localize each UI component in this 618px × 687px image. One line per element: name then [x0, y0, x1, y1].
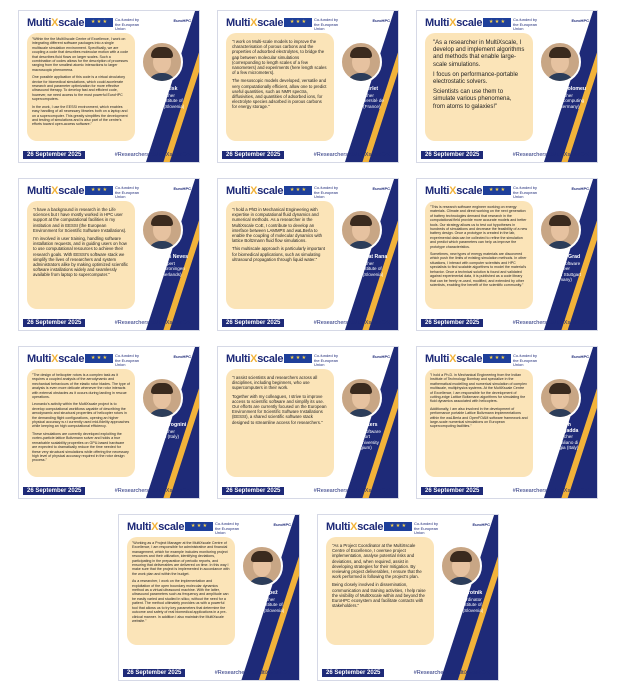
card-footer — [417, 316, 597, 330]
researcher-card — [18, 346, 200, 499]
quote-bubble — [127, 537, 235, 645]
researcher-name: Lara Peeters — [346, 422, 378, 428]
multixscale-logo: MultiXscale — [326, 521, 384, 533]
hashtag: #ResearchersAtMultiXscaleCoE — [114, 320, 193, 326]
date-badge: 26 September 2025 — [23, 151, 85, 159]
eu-cofunded-label: Co-funded by the European Union — [513, 185, 538, 199]
multixscale-logo: MultiXscale — [127, 521, 185, 533]
quote-bubble — [326, 537, 434, 645]
hashtag: #ResearchersAtMultiXscaleCoE — [313, 488, 392, 494]
quote-paragraph: Leonardo's activity within the MultiXscale project is to develop computational workflows capable of describing the aerodynamic and structural properties of helicopter rotors in the demanding flight configurations, opening an higher physical accuracy w.r.t currently used mid-fidelity approaches while keeping an high computational efficiency. — [32, 402, 130, 429]
hashtag: #ResearchersAtMultiXscaleCoE — [114, 152, 193, 158]
date-badge: 26 September 2025 — [421, 319, 483, 327]
researcher-photo — [241, 545, 283, 587]
card-footer — [417, 484, 597, 498]
quote-paragraph: Scientists can use them to simulate various phenomena, from atoms to galaxies!" — [433, 89, 512, 110]
date-badge: 26 September 2025 — [23, 319, 85, 327]
researcher-photo — [340, 209, 382, 251]
eurohpc-logo: EuroHPC — [372, 186, 390, 191]
eu-cofunded-label: Co-funded by the European Union — [314, 17, 339, 31]
quote-paragraph: "I hold a PhD in Mechanical Engineering with expertise in computational fluid dynamics and numerical methods. As a researcher in the MultiXscale CoE, I contribute to develop an interface between LAMMPS and waLBerla to enable the coupling of molecular dynamics with lattice Boltzmann fluid flow simulations. — [232, 207, 323, 244]
researcher-info — [336, 255, 388, 277]
researcher-name: Matteo Zanfrognini — [139, 422, 187, 428]
researcher-info — [535, 87, 587, 109]
researcher-organization: Jülich Supercomputing Centre (Germany) — [537, 98, 585, 109]
card-footer — [19, 148, 199, 162]
researcher-info — [237, 591, 289, 613]
quote-paragraph: Together with my colleagues, I strive to improve access to scientific software and simplify its use. Our efforts are currently focused on the European Environment for Scientific Software Installations (EESSI), a shared scientific software stack designed to streamline access for researchers." — [232, 393, 327, 425]
eu-cofunded-label: Co-funded by the European Union — [314, 353, 339, 367]
date-badge: 26 September 2025 — [23, 487, 85, 495]
eu-flag-icon: ★ ★ ★ — [483, 354, 511, 363]
researcher-info — [137, 423, 189, 440]
date-badge: 26 September 2025 — [222, 151, 284, 159]
card-footer — [119, 666, 299, 680]
researcher-role: HPC expert — [151, 260, 175, 266]
card-header — [226, 351, 390, 369]
eu-cofunded-label: Co-funded by the European Union — [115, 17, 140, 31]
quote-bubble — [425, 369, 533, 477]
quote-paragraph: Sometimes, new types of energy materials are discovered which push the limits of existing simulation methods. In other situations, I interact with computer scientists and HPC specialists to find scalable algorithms to model the material's behavior. Once a technical solution is found and validated against experimental data, it is published as a code library that can be freely re-used, modified, and extended by other scientists, enabling the benefit of the scientific community." — [430, 252, 527, 287]
researcher-name: Tilen Potisk — [148, 86, 178, 92]
card-footer — [318, 666, 498, 680]
eu-flag-icon: ★ ★ ★ — [483, 186, 511, 195]
eu-flag-icon: ★ ★ ★ — [185, 522, 213, 531]
card-footer — [417, 148, 597, 162]
card-header — [27, 183, 191, 201]
eu-flag-icon: ★ ★ ★ — [284, 18, 312, 27]
eurohpc-logo: EuroHPC — [472, 522, 490, 527]
researcher-role: Scientific Software Support — [343, 428, 381, 439]
card-header — [27, 351, 191, 369]
hashtag: #ResearchersAtMultiXscaleCoE — [512, 152, 591, 158]
hashtag: #ResearchersAtMultiXscaleCoE — [313, 320, 392, 326]
researcher-card — [317, 514, 499, 681]
quote-paragraph: One possible application of this code is a virtual circulatory device for biomedical simulations, which could accelerate research and parameter optimization for more effective ultrasound therapy. To develop fast and efficient code, however, we need access to the most powerful EuroHPC supercomputers. — [32, 75, 126, 102]
eu-cofunded-label: Co-funded by the European Union — [314, 185, 339, 199]
researcher-photo — [539, 41, 581, 83]
card-header — [27, 15, 191, 33]
eu-cofunded-label: Co-funded by the European Union — [414, 521, 439, 535]
hashtag: #ResearchersAtMultiXscaleCoE — [512, 320, 591, 326]
researcher-name: Anirudh Jonnalagadda — [543, 422, 579, 434]
researcher-photo — [539, 377, 581, 419]
quote-paragraph: The mesoscopic models developed, versatile and very computationally efficient, allow one to predict useful quantities, such as NMR spectra, diffusivities, and quantities of adsorbed ions, for electrolyte species adsorbed in porous carbons for energy storage." — [232, 78, 327, 110]
card-footer — [19, 316, 199, 330]
researcher-organization: National Institute of Chemistry (Slovenia) — [340, 266, 384, 277]
quote-paragraph: "I hold a Ph.D. in Mechanical Engineering from the Indian Institute of Technology Bombay and specialize in the mathematical modelling and numerical simulation of complex multiscale, multiphysics systems. At the MultiXscale Centre of Excellence, I am responsible for the development of cutting-edge Lattice Boltzmann algorithms for simulating the fluid dynamics associated with helicopters. — [430, 373, 527, 404]
researcher-card — [217, 346, 399, 499]
eurohpc-logo: EuroHPC — [571, 354, 589, 359]
researcher-organization: CIT - U. of Groningen (The Netherlands) — [141, 266, 185, 277]
researcher-role: Researcher — [251, 596, 275, 602]
researcher-card — [217, 10, 399, 163]
researcher-role: Research software engineer — [541, 260, 581, 271]
researcher-organization: Ghent University (Belgium) — [345, 439, 379, 450]
researcher-name: Céline Merlet — [345, 86, 379, 92]
eu-flag-icon: ★ ★ ★ — [284, 186, 312, 195]
quote-paragraph: In the work, I use the EESSI environment, which enables easy handling of all necessary libraries both on a laptop and on a supercomputer. This greatly simplifies the development and testing of simulations and is also part of the centre's efforts toward open-access software." — [32, 104, 128, 127]
researcher-card — [118, 514, 300, 681]
quote-bubble — [425, 33, 533, 141]
eu-cofunded-label: Co-funded by the European Union — [513, 353, 538, 367]
card-header — [226, 183, 390, 201]
eurohpc-logo: EuroHPC — [571, 186, 589, 191]
eu-cofunded-label: Co-funded by the European Union — [115, 353, 140, 367]
researcher-photo — [539, 209, 581, 251]
researcher-info — [535, 255, 587, 283]
quote-bubble — [27, 369, 135, 477]
eu-flag-icon: ★ ★ ★ — [483, 18, 511, 27]
card-header — [425, 183, 589, 201]
multixscale-logo: MultiXscale — [27, 185, 85, 197]
eurohpc-logo: EuroHPC — [173, 186, 191, 191]
quote-paragraph: Additionally, I am also involved in the development of performance portable Lattice Boltzmann implementations within the waLBerla and OpenFOAM software framework and large-scale numerical simulations on European supercomputing facilities." — [430, 406, 528, 429]
researcher-name: Pedro Santos Neves — [137, 254, 189, 260]
researcher-organization: Leonardo (Italy) — [146, 434, 180, 439]
researcher-role: Project Coordinator — [442, 596, 482, 602]
quote-bubble — [226, 33, 334, 141]
researcher-organization: National Institute of Chemistry (Slovenia) — [141, 98, 185, 109]
researcher-card — [18, 178, 200, 331]
quote-paragraph: These simulations are currently developed exploiting the vortex-particle lattice Boltzmann solver and holds a true remarkable scalability properties on GPU-based hardware are expected to dramatically reduce the time needed for these very structural simulations while offering the necessary high level of physical accuracy required in the rotor design process." — [32, 431, 129, 463]
quote-bubble — [27, 201, 135, 309]
researcher-name: Petra Papež — [248, 590, 278, 596]
researcher-photo — [141, 209, 183, 251]
quote-paragraph: "I have a background in research in the Life sciences but I have mostly worked in HPC user support at the computational facilities in my institution and in EESSI (the European Environment for Scientific Software Installations). — [33, 207, 127, 233]
multixscale-logo: MultiXscale — [425, 17, 483, 29]
hashtag: #ResearchersAtMultiXscaleCoE — [413, 670, 492, 676]
researcher-info — [535, 423, 587, 451]
card-footer — [218, 148, 398, 162]
date-badge: 26 September 2025 — [222, 487, 284, 495]
multixscale-logo: MultiXscale — [27, 17, 85, 29]
card-footer — [19, 484, 199, 498]
quote-paragraph: "Within the the MultiXscale Centre of Excellence, I work on integrating different software packages into a single multiscale simulation environment. Specifically, we are coupling a code that describes molecular motion with a code that describes fluid flows on larger scales. Such a combination of codes allows for the description of processes ranging from the smallest atomic interactions to larger macroscopic phenomena. — [32, 37, 129, 72]
multixscale-logo: MultiXscale — [425, 353, 483, 365]
researcher-role: Researcher — [151, 92, 175, 98]
researcher-role: Researcher — [151, 428, 175, 434]
eurohpc-logo: EuroHPC — [372, 18, 390, 23]
multixscale-logo: MultiXscale — [27, 353, 85, 365]
date-badge: 26 September 2025 — [222, 319, 284, 327]
hashtag: #ResearchersAtMultiXscaleCoE — [214, 670, 293, 676]
researcher-organization: National Institute of Chemistry (Slovenia) — [440, 602, 484, 613]
eurohpc-logo: EuroHPC — [372, 354, 390, 359]
eu-cofunded-label: Co-funded by the European Union — [215, 521, 240, 535]
quote-paragraph: "This is research software engineer working on energy materials. Climate and direct working on the next generation of battery technologies demand that research in the computational field provide more accurate models and better tools. Our strategy allows us to test out hypotheses in hundreds of simulations and decrease the feasibility of a new battery design. Once a prototype is created in the lab, experimental data can be collected to refine the simulation and predict which parameters can help us improve the prototype characteristics. — [430, 205, 528, 249]
researcher-name: Rodrigo Bartolomeu — [535, 86, 587, 92]
hashtag: #ResearchersAtMultiXscaleCoE — [512, 488, 591, 494]
eurohpc-logo: EuroHPC — [273, 522, 291, 527]
quote-paragraph: This multiscale approach is particularly important for biomedical applications, such as simulating ultrasound propagation through liquid water." — [232, 246, 325, 262]
researcher-info — [336, 87, 388, 109]
eu-cofunded-label: Co-funded by the European Union — [513, 17, 538, 31]
researcher-info — [137, 87, 189, 109]
multixscale-logo: MultiXscale — [226, 353, 284, 365]
researcher-role: Researcher — [549, 92, 573, 98]
eu-cofunded-label: Co-funded by the European Union — [115, 185, 140, 199]
researcher-photo — [141, 41, 183, 83]
card-footer — [218, 484, 398, 498]
date-badge: 26 September 2025 — [322, 669, 384, 677]
quote-paragraph: "I assist scientists and researchers across all disciplines, including beginners, who use supercomputers in their work. — [232, 375, 318, 391]
quote-paragraph: "I work on Multi-scale models to improve the characterisation of porous carbons and the properties of adsorbed electrolytes, to bridge the gap between molecular simulations (corresponding to length scales of a few nanometers) and experiments (here length scales of a few micrometers). — [232, 39, 327, 76]
card-footer — [218, 316, 398, 330]
hashtag: #ResearchersAtMultiXscaleCoE — [114, 488, 193, 494]
researcher-info — [336, 423, 388, 451]
quote-bubble — [226, 369, 334, 477]
researcher-card — [416, 178, 598, 331]
researcher-card — [416, 346, 598, 499]
eu-flag-icon: ★ ★ ★ — [85, 18, 113, 27]
researcher-name: Khushi Bakhat Rana — [336, 254, 388, 260]
eurohpc-logo: EuroHPC — [173, 18, 191, 23]
researcher-role: Researcher — [350, 92, 374, 98]
card-header — [326, 519, 490, 537]
eu-flag-icon: ★ ★ ★ — [85, 354, 113, 363]
researcher-name: Matej Praprotnik — [441, 590, 483, 596]
researcher-info — [137, 255, 189, 277]
quote-bubble — [226, 201, 334, 309]
researcher-organization: ICP - U. of Stuttgart (Germany) — [541, 271, 581, 282]
eurohpc-logo: EuroHPC — [571, 18, 589, 23]
multixscale-logo: MultiXscale — [226, 185, 284, 197]
researcher-photo — [340, 377, 382, 419]
eu-flag-icon: ★ ★ ★ — [384, 522, 412, 531]
researcher-card — [416, 10, 598, 163]
researcher-card — [217, 178, 399, 331]
quote-paragraph: As a researcher, I work on the implementation and exploitation of the open boundary molecular dynamics method as a virtual ultrasound machine. With the latter, ultrasound parameters such as frequency and amplitude can be easily varied and studied in silico, without the need for a patient. The method ultimately provides us with a powerful tool that allows us to try key parameters that determine the outcome and safety of real biomedical applications in a pre-clinical manner. In addition I also maintain the MultiXscale website." — [132, 579, 229, 623]
researcher-organization: National Institute of Chemistry (Slovenia) — [241, 602, 285, 613]
researcher-card — [18, 10, 200, 163]
card-header — [425, 351, 589, 369]
researcher-organization: CNRS - Université de Toulouse (France) — [340, 98, 384, 109]
quote-bubble — [27, 33, 135, 141]
card-header — [226, 15, 390, 33]
researcher-role: Researcher — [549, 434, 573, 439]
researcher-photo — [340, 41, 382, 83]
multixscale-logo: MultiXscale — [226, 17, 284, 29]
eu-flag-icon: ★ ★ ★ — [85, 186, 113, 195]
quote-paragraph: "As a Project Coordinator at the MultiXscale Centre of Excellence, I oversee project implementation, analyse potential risks and deviations, and, when required, assist in developing strategies for their mitigation. By reviewing project deliverables, I ensure that the work performed is following the project's plan. — [332, 543, 422, 580]
quote-paragraph: "The design of helicopter rotors is a complex task as it requires a coupled analysis of the aerodynamic and mechanical behaviours of the elastic rotor blades. The type of analysis is even more delicate whenever the rotor interacts with external obstacles as it occurs during landing in rescue operations. — [32, 373, 130, 400]
researcher-organization: Istituto Italiano di Tecnologia (Italy) — [543, 439, 579, 450]
researcher-role: Researcher — [350, 260, 374, 266]
card-header — [425, 15, 589, 33]
hashtag: #ResearchersAtMultiXscaleCoE — [313, 152, 392, 158]
researcher-name: Jean-Noël Grad — [541, 254, 581, 260]
date-badge: 26 September 2025 — [123, 669, 185, 677]
quote-bubble — [425, 201, 533, 309]
quote-paragraph: Being closely involved in dissemination, communication and training activities, I help raise the visibility of MultiXscale within and beyond the EuroHPC ecosystem and facilitate contacts with stakeholders." — [332, 582, 426, 609]
quote-paragraph: I'm involved in user training, handling software installation requests, and in guiding users on how to use computational resources to achieve their research goals. With EESSI's software stack we simplify the lives of researchers and system administrators alike by making optimized scientific software installations widely and seamlessly available from laptop to supercomputer." — [33, 236, 129, 278]
eurohpc-logo: EuroHPC — [173, 354, 191, 359]
researcher-info — [436, 591, 488, 613]
multixscale-logo: MultiXscale — [425, 185, 483, 197]
eu-flag-icon: ★ ★ ★ — [284, 354, 312, 363]
card-header — [127, 519, 291, 537]
quote-paragraph: I focus on performance-portable electrostatic solvers. — [433, 71, 519, 86]
researcher-photo — [141, 377, 183, 419]
date-badge: 26 September 2025 — [421, 151, 483, 159]
quote-paragraph: "Working as a Project Manager at the MultiXscale Centre of Excellence, I am responsible for administrative and financial management, which for example includes monitoring project resources and their utilization, identifying deviations, participating in the preparation of periodic reports, and ensuring that deliverables are delivered on time. In this way I make sure that the project is implemented in accordance with the work plan and within the budget. — [132, 541, 230, 576]
date-badge: 26 September 2025 — [421, 487, 483, 495]
quote-paragraph: "As a researcher in MultiXscale, I develop and implement algorithms and methods that enable large-scale simulations. — [433, 40, 525, 68]
researcher-photo — [440, 545, 482, 587]
